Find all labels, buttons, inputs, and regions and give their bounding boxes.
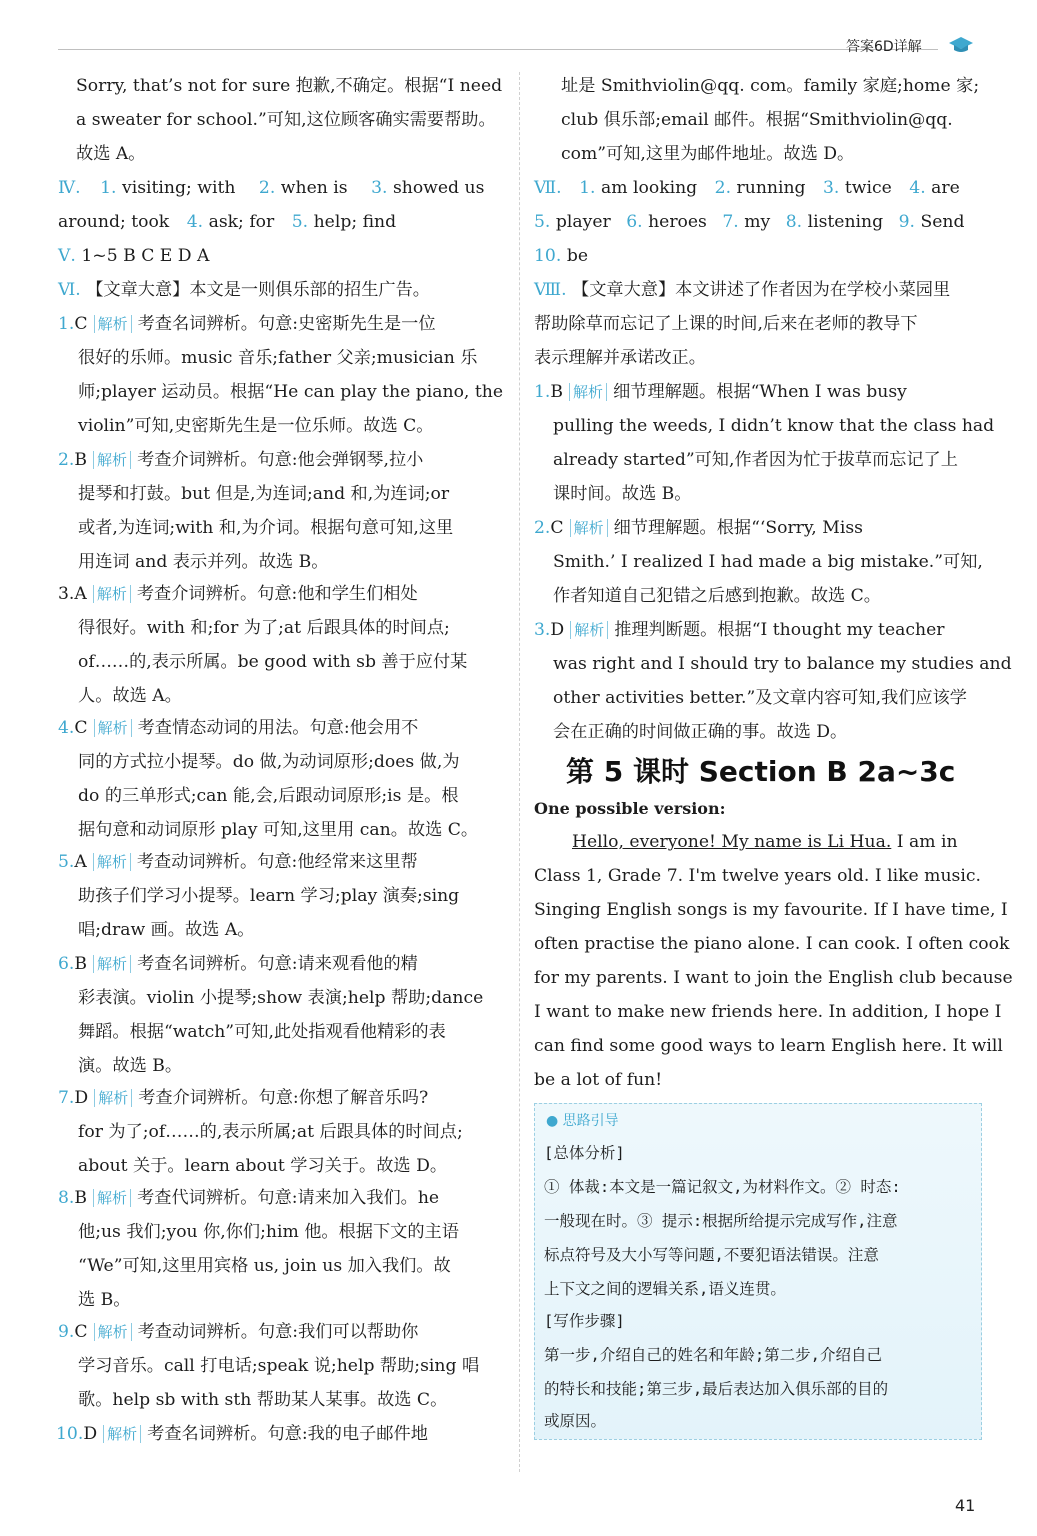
analysis-text: 考查名词辨析。句意:史密斯先生是一位 bbox=[137, 314, 436, 334]
answer: running bbox=[736, 178, 806, 198]
item-number: 3. bbox=[823, 178, 840, 198]
item-number: 2. bbox=[714, 178, 732, 198]
column-divider bbox=[519, 72, 520, 1472]
answer-letter: C bbox=[74, 718, 88, 738]
analysis-text: 考查动词辨析。句意:他经常来这里帮 bbox=[136, 852, 418, 872]
item-number: 1. bbox=[579, 178, 596, 198]
item-number: 6. bbox=[58, 954, 75, 974]
answer-letter: D bbox=[83, 1424, 98, 1444]
analysis-text: 细节理解题。根据“‘Sorry, Miss bbox=[613, 518, 863, 538]
item-number: 7. bbox=[722, 212, 739, 232]
item-number: 3. bbox=[371, 178, 388, 198]
item-number: 5. bbox=[534, 212, 551, 232]
text-line: 会在正确的时间做正确的事。故选 D。 bbox=[553, 722, 848, 742]
analysis-tag: 解析 bbox=[93, 1189, 131, 1207]
essay-line: I want to make new friends here. In addition, I hope I bbox=[534, 1002, 1002, 1022]
analysis-tag: 解析 bbox=[94, 1089, 132, 1107]
answer: am looking bbox=[601, 178, 698, 198]
text-line: 唱;draw 画。故选 A。 bbox=[78, 920, 255, 940]
section-vii-cont bbox=[534, 209, 964, 235]
question-2 bbox=[58, 447, 423, 473]
item-number: 2. bbox=[258, 178, 276, 198]
item-number: 5. bbox=[58, 852, 75, 872]
question-1 bbox=[58, 311, 436, 337]
essay-line: be a lot of fun! bbox=[534, 1070, 663, 1090]
item-number: 4. bbox=[58, 718, 75, 738]
item-number: 10. bbox=[56, 1424, 84, 1444]
answer-letter: C bbox=[550, 518, 564, 538]
analysis-text: 考查情态动词的用法。句意:他会用不 bbox=[137, 718, 419, 738]
question-10 bbox=[56, 1421, 428, 1447]
text-line: 学习音乐。call 打电话;speak 说;help 帮助;sing 唱 bbox=[78, 1356, 480, 1376]
graduation-cap-icon bbox=[948, 35, 974, 55]
hint-heading: [总体分析] bbox=[544, 1144, 625, 1162]
analysis-tag: 解析 bbox=[103, 1425, 141, 1443]
hint-line: 或原因。 bbox=[544, 1412, 607, 1430]
question-9 bbox=[58, 1319, 418, 1345]
section-iv bbox=[58, 175, 484, 201]
hint-line: 第一步,介绍自己的姓名和年龄;第二步,介绍自己 bbox=[544, 1346, 882, 1364]
text-line: other activities better.”及文章内容可知,我们应该学 bbox=[553, 688, 967, 708]
text-line: 他;us 我们;you 你,你们;him 他。根据下文的主语 bbox=[78, 1222, 459, 1242]
passage-question-2 bbox=[534, 515, 863, 541]
analysis-text: 考查名词辨析。句意:请来观看他的精 bbox=[137, 954, 418, 974]
answer-letter: B bbox=[550, 382, 564, 402]
item-number: 5. bbox=[291, 212, 309, 232]
essay-line-1 bbox=[572, 829, 958, 855]
text-line: 得很好。with 和;for 为了;at 后跟具体的时间点; bbox=[78, 618, 450, 638]
answer-letter: B bbox=[74, 954, 88, 974]
hint-title bbox=[546, 1110, 619, 1130]
section-v bbox=[58, 243, 209, 269]
essay-line: Singing English songs is my favourite. If I have time, I bbox=[534, 900, 1008, 920]
answer-letter: B bbox=[74, 450, 88, 470]
question-3 bbox=[58, 581, 418, 607]
answer: Send bbox=[920, 212, 965, 232]
text-line: 作者知道自己犯错之后感到抱歉。故选 C。 bbox=[553, 586, 881, 606]
hint-line: 一般现在时。③ 提示:根据所给提示完成写作,注意 bbox=[544, 1212, 898, 1230]
answer: 1~5 B C E D A bbox=[81, 246, 210, 266]
question-8 bbox=[58, 1185, 439, 1211]
item-number: 4. bbox=[909, 178, 926, 198]
text-line: Smith.’ I realized I had made a big mistake.”可知, bbox=[553, 552, 983, 572]
header-rule bbox=[58, 49, 938, 50]
item-number: 4. bbox=[186, 212, 204, 232]
essay-line: can find some good ways to learn English here. It will bbox=[534, 1036, 1003, 1056]
answer: listening bbox=[807, 212, 884, 232]
text-line: 很好的乐师。music 音乐;father 父亲;musician 乐 bbox=[78, 348, 478, 368]
item-number: 1. bbox=[58, 314, 75, 334]
text-line: 或者,为连词;with 和,为介词。根据句意可知,这里 bbox=[78, 518, 454, 538]
answer: my bbox=[744, 212, 771, 232]
essay-line: often practise the piano alone. I can cook. I often cook bbox=[534, 934, 1010, 954]
answer-letter: D bbox=[550, 620, 565, 640]
text-line: already started”可知,作者因为忙于拔草而忘记了上 bbox=[553, 450, 958, 470]
text-line: club 俱乐部;email 邮件。根据“Smithviolin@qq. bbox=[561, 110, 953, 130]
section-vii-cont bbox=[534, 243, 588, 269]
text-line: 歌。help sb with sth 帮助某人某事。故选 C。 bbox=[78, 1390, 448, 1410]
answer: ask; for bbox=[208, 212, 275, 232]
text-line: about 关于。learn about 学习关于。故选 D。 bbox=[78, 1156, 448, 1176]
answer-letter: A bbox=[74, 852, 87, 872]
item-number: 1. bbox=[534, 382, 551, 402]
item-number: 8. bbox=[785, 212, 803, 232]
analysis-tag: 解析 bbox=[570, 519, 608, 537]
analysis-tag: 解析 bbox=[93, 853, 131, 871]
hint-line: 标点符号及大小写等问题,不要犯语法错误。注意 bbox=[544, 1246, 879, 1264]
section-number: Ⅶ. bbox=[534, 178, 562, 198]
passage-question-1 bbox=[534, 379, 907, 405]
header-label: 答案6D详解 bbox=[846, 39, 922, 55]
text-line: of……的,表示所属。be good with sb 善于应付某 bbox=[78, 652, 468, 672]
hint-line: 上下文之间的逻辑关系,语义连贯。 bbox=[544, 1280, 786, 1298]
answer-letter: D bbox=[74, 1088, 89, 1108]
item-number: 7. bbox=[58, 1088, 75, 1108]
text-line: pulling the weeds, I didn’t know that the class had bbox=[553, 416, 995, 436]
item-number: 8. bbox=[58, 1188, 75, 1208]
page-number: 41 bbox=[955, 1496, 976, 1515]
answer: be bbox=[566, 246, 588, 266]
analysis-text: 考查介词辨析。句意:你想了解音乐吗? bbox=[138, 1088, 429, 1108]
text-line: 同的方式拉小提琴。do 做,为动词原形;does 做,为 bbox=[78, 752, 460, 772]
analysis-tag: 解析 bbox=[93, 955, 131, 973]
text-line: 帮助除草而忘记了上课的时间,后来在老师的教导下 bbox=[534, 314, 918, 334]
essay-text: I am in bbox=[891, 832, 958, 852]
answer: player bbox=[555, 212, 611, 232]
answer-letter: B bbox=[74, 1188, 88, 1208]
section-iv-cont bbox=[58, 209, 396, 235]
essay-underlined-opening: Hello, everyone! My name is Li Hua. bbox=[572, 832, 892, 852]
answer: are bbox=[931, 178, 960, 198]
hint-line: ① 体裁:本文是一篇记叙文,为材料作文。② 时态: bbox=[544, 1178, 901, 1196]
text-line: for 为了;of……的,表示所属;at 后跟具体的时间点; bbox=[78, 1122, 463, 1142]
section-number: Ⅵ. bbox=[58, 280, 81, 300]
hint-line: 的特长和技能;第三步,最后表达加入俱乐部的目的 bbox=[544, 1380, 889, 1398]
answer: around; took bbox=[58, 212, 170, 232]
question-4 bbox=[58, 715, 418, 741]
text-line: was right and I should try to balance my studies and bbox=[553, 654, 1012, 674]
version-label: One possible version: bbox=[534, 799, 726, 818]
text-line: 彩表演。violin 小提琴;show 表演;help 帮助;dance bbox=[78, 988, 484, 1008]
text-line: a sweater for school.”可知,这位顾客确实需要帮助。 bbox=[76, 110, 496, 130]
text-line: com”可知,这里为邮件地址。故选 D。 bbox=[561, 144, 855, 164]
answer: showed us bbox=[392, 178, 485, 198]
text-line: 址是 Smithviolin@qq. com。family 家庭;home 家; bbox=[561, 76, 980, 96]
text-line: 演。故选 B。 bbox=[78, 1056, 183, 1076]
analysis-tag: 解析 bbox=[570, 621, 608, 639]
analysis-text: 细节理解题。根据“When I was busy bbox=[613, 382, 907, 402]
answer-letter: C bbox=[74, 1322, 88, 1342]
item-number: 1. bbox=[100, 178, 117, 198]
analysis-text: 考查介词辨析。句意:他和学生们相处 bbox=[136, 584, 418, 604]
answer: visiting; with bbox=[121, 178, 236, 198]
text-line: 选 B。 bbox=[78, 1290, 131, 1310]
text-line: do 的三单形式;can 能,会,后跟动词原形;is 是。根 bbox=[78, 786, 459, 806]
analysis-tag: 解析 bbox=[93, 585, 131, 603]
analysis-text: 考查动词辨析。句意:我们可以帮助你 bbox=[137, 1322, 419, 1342]
analysis-tag: 解析 bbox=[93, 451, 131, 469]
item-number: 9. bbox=[58, 1322, 75, 1342]
question-5 bbox=[58, 849, 418, 875]
text-line: 故选 A。 bbox=[76, 144, 146, 164]
text-line: Sorry, that’s not for sure 抱歉,不确定。根据“I need bbox=[76, 76, 503, 96]
text-line: “We”可知,这里用宾格 us, join us 加入我们。故 bbox=[78, 1256, 451, 1276]
question-7 bbox=[58, 1085, 428, 1111]
analysis-tag: 解析 bbox=[569, 383, 607, 401]
text-line: 用连词 and 表示并列。故选 B。 bbox=[78, 552, 329, 572]
item-number: 6. bbox=[626, 212, 643, 232]
section-vii bbox=[534, 175, 960, 201]
text-line: 助孩子们学习小提琴。learn 学习;play 演奏;sing bbox=[78, 886, 460, 906]
analysis-text: 考查代词辨析。句意:请来加入我们。he bbox=[137, 1188, 440, 1208]
lesson-title: 第 5 课时 Section B 2a~3c bbox=[566, 755, 956, 788]
analysis-text: 推理判断题。根据“I thought my teacher bbox=[614, 620, 945, 640]
answer-letter: C bbox=[74, 314, 88, 334]
section-number: Ⅳ. bbox=[58, 178, 81, 198]
text-line: violin”可知,史密斯先生是一位乐师。故选 C。 bbox=[78, 416, 434, 436]
item-number: 2. bbox=[534, 518, 551, 538]
analysis-tag: 解析 bbox=[94, 719, 132, 737]
text-line: 据句意和动词原形 play 可知,这里用 can。故选 C。 bbox=[78, 820, 479, 840]
analysis-text: 考查介词辨析。句意:他会弹钢琴,拉小 bbox=[137, 450, 424, 470]
essay-line: Class 1, Grade 7. I'm twelve years old. I like music. bbox=[534, 866, 981, 886]
item-number: 9. bbox=[898, 212, 915, 232]
text-line: 提琴和打鼓。but 但是,为连词;and 和,为连词;or bbox=[78, 484, 450, 504]
section-viii bbox=[534, 277, 950, 303]
item-number: 10. bbox=[534, 246, 562, 266]
passage-question-3 bbox=[534, 617, 944, 643]
text-line: 师;player 运动员。根据“He can play the piano, the bbox=[78, 382, 503, 402]
question-6 bbox=[58, 951, 418, 977]
essay-line: for my parents. I want to join the English club because bbox=[534, 968, 1013, 988]
text-line: 课时间。故选 B。 bbox=[553, 484, 692, 504]
analysis-tag: 解析 bbox=[94, 1323, 132, 1341]
analysis-tag: 解析 bbox=[94, 315, 132, 333]
hint-bullet-icon: ● bbox=[546, 1113, 559, 1129]
answer-letter: A bbox=[74, 584, 87, 604]
answer: heroes bbox=[648, 212, 707, 232]
summary: 【文章大意】本文是一则俱乐部的招生广告。 bbox=[86, 280, 430, 300]
summary: 【文章大意】本文讲述了作者因为在学校小菜园里 bbox=[572, 280, 951, 300]
text-line: 舞蹈。根据“watch”可知,此处指观看他精彩的表 bbox=[78, 1022, 446, 1042]
section-vi bbox=[58, 277, 430, 303]
answer: help; find bbox=[313, 212, 397, 232]
answer: twice bbox=[844, 178, 892, 198]
answer: when is bbox=[280, 178, 348, 198]
text-line: 表示理解并承诺改正。 bbox=[534, 348, 706, 368]
hint-title-text: 思路引导 bbox=[562, 1113, 619, 1129]
section-number: Ⅴ. bbox=[58, 246, 76, 266]
item-number: 2. bbox=[58, 450, 75, 470]
section-number: Ⅷ. bbox=[534, 280, 567, 300]
item-number: 3. bbox=[58, 584, 75, 604]
text-line: 人。故选 A。 bbox=[78, 686, 182, 706]
analysis-text: 考查名词辨析。句意:我的电子邮件地 bbox=[147, 1424, 428, 1444]
hint-heading: [写作步骤] bbox=[544, 1312, 625, 1330]
item-number: 3. bbox=[534, 620, 551, 640]
